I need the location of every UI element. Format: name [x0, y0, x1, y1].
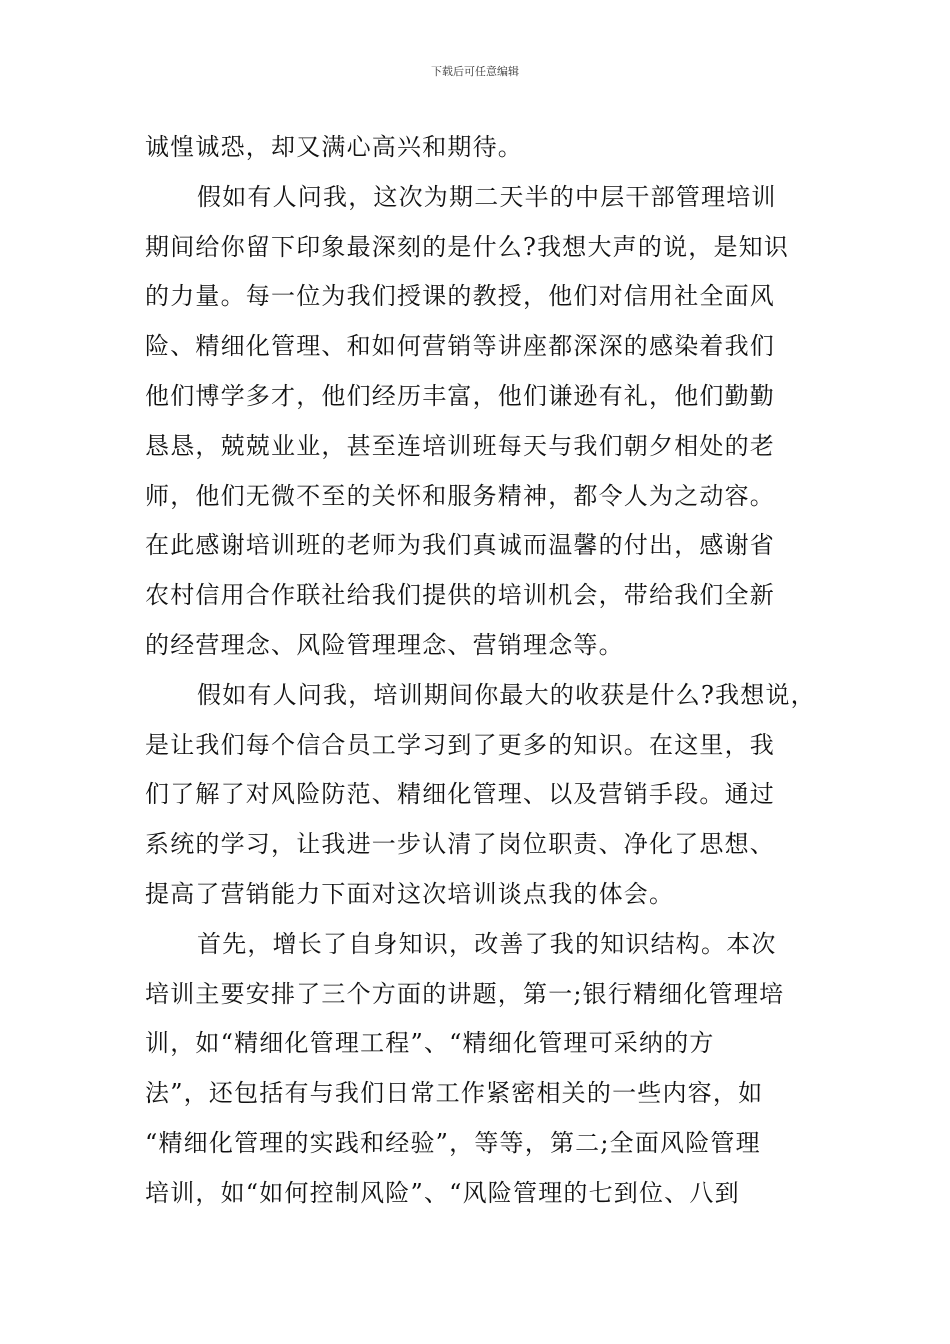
text-line: 期间给你留下印象最深刻的是什么?我想大声的说，是知识: [145, 232, 790, 261]
paragraph-start-line: 首先，增长了自身知识，改善了我的知识结构。本次: [197, 929, 777, 958]
text-line: 们了解了对风险防范、精细化管理、以及营销手段。通过: [145, 780, 775, 809]
page-header: 下载后可任意编辑: [431, 65, 519, 78]
text-line: 培训，如“如何控制风险”、“风险管理的七到位、八到: [145, 1178, 740, 1207]
text-line: 训，如“精细化管理工程”、“精细化管理可采纳的方: [145, 1029, 715, 1058]
text-line: 险、精细化管理、和如何营销等讲座都深深的感染着我们: [145, 332, 775, 361]
text-line: 培训主要安排了三个方面的讲题，第一;银行精细化管理培: [145, 979, 785, 1008]
text-line: 诚惶诚恐，却又满心高兴和期待。: [145, 133, 523, 161]
paragraph-start-line: 假如有人问我，这次为期二天半的中层干部管理培训: [197, 182, 777, 211]
text-line: 的经营理念、风险管理理念、营销理念等。: [145, 630, 624, 659]
text-line: 恳恳，兢兢业业，甚至连培训班每天与我们朝夕相处的老: [145, 431, 775, 460]
text-line: 他们博学多才，他们经历丰富，他们谦逊有礼，他们勤勤: [145, 381, 775, 410]
text-line: “精细化管理的实践和经验”，等等，第二;全面风险管理: [145, 1128, 761, 1157]
text-line: 提高了营销能力下面对这次培训谈点我的体会。: [145, 879, 675, 908]
text-line: 的力量。每一位为我们授课的教授，他们对信用社全面风: [145, 282, 775, 311]
document-body: [145, 123, 815, 1219]
paragraph-start-line: 假如有人问我，培训期间你最大的收获是什么?我想说，: [197, 680, 816, 709]
text-line: 是让我们每个信合员工学习到了更多的知识。在这里，我: [145, 730, 775, 759]
text-line: 系统的学习，让我进一步认清了岗位职责、净化了思想、: [145, 830, 775, 859]
text-line: 在此感谢培训班的老师为我们真诚而温馨的付出，感谢省: [145, 531, 775, 560]
text-line: 农村信用合作联社给我们提供的培训机会，带给我们全新: [145, 581, 775, 610]
text-line: 法”，还包括有与我们日常工作紧密相关的一些内容，如: [145, 1079, 764, 1108]
text-line: 师，他们无微不至的关怀和服务精神，都令人为之动容。: [145, 481, 775, 510]
